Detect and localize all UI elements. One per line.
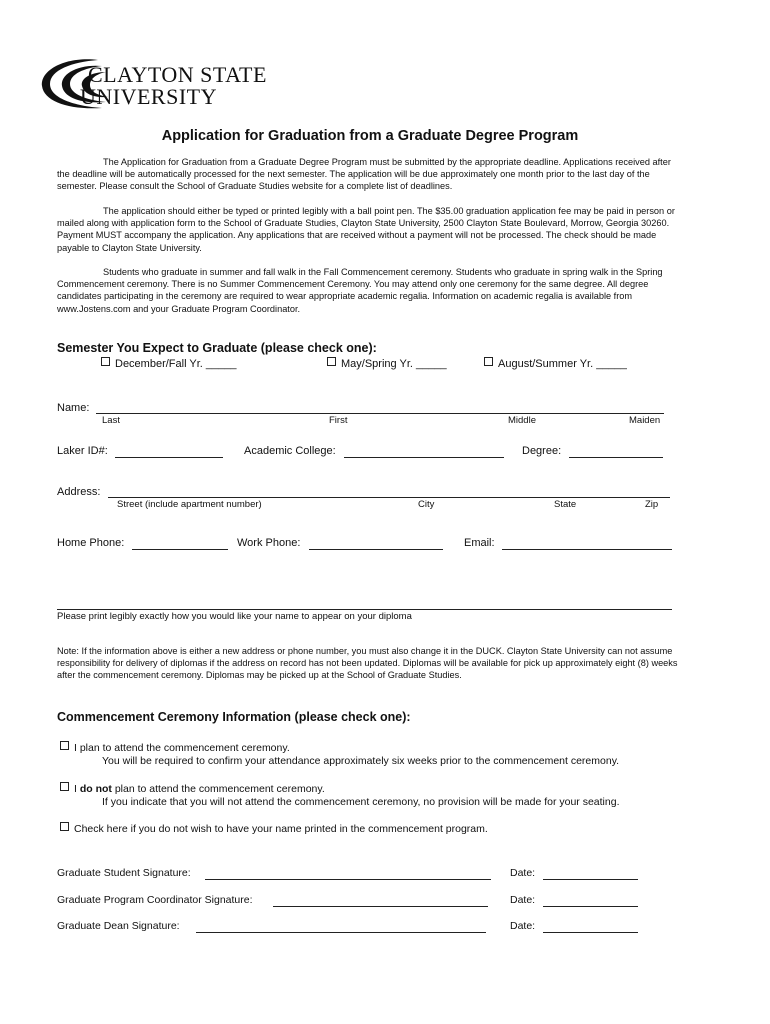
- name-last-caption: Last: [102, 415, 120, 426]
- email-label: Email:: [464, 537, 495, 549]
- diploma-name-caption: Please print legibly exactly how you would like your name to appear on your diploma: [57, 611, 412, 622]
- name-middle-caption: Middle: [508, 415, 536, 426]
- semester-option-spring-label: May/Spring Yr. _____: [341, 358, 447, 370]
- coordinator-date-label: Date:: [510, 894, 536, 906]
- checkbox-icon[interactable]: [484, 357, 493, 366]
- degree-field[interactable]: [569, 457, 663, 458]
- ceremony-option-attend[interactable]: [60, 741, 290, 754]
- logo-text-line2: UNIVERSITY: [80, 84, 217, 109]
- home-phone-field[interactable]: [132, 549, 228, 550]
- coordinator-date-field[interactable]: [543, 906, 638, 907]
- name-maiden-caption: Maiden: [629, 415, 661, 426]
- address-zip-caption: Zip: [645, 499, 659, 510]
- email-field[interactable]: [502, 549, 672, 550]
- semester-option-spring[interactable]: [327, 357, 447, 370]
- checkbox-icon[interactable]: [60, 741, 69, 750]
- semester-option-summer[interactable]: [484, 357, 627, 370]
- ceremony-option-attend-label: I plan to attend the commencement ceremony.: [74, 742, 290, 754]
- address-field[interactable]: [108, 497, 670, 498]
- intro-paragraph-1: [57, 156, 677, 193]
- ceremony-heading: Commencement Ceremony Information (please check one):: [57, 710, 411, 724]
- semester-option-fall-label: December/Fall Yr. _____: [115, 358, 237, 370]
- ceremony-option-attend-note: You will be required to confirm your attendance approximately six weeks prior to the commencement ceremony.: [102, 755, 620, 767]
- degree-label: Degree:: [522, 445, 562, 457]
- student-date-label: Date:: [510, 867, 536, 879]
- ceremony-option-no-print-label: Check here if you do not wish to have your name printed in the commencement program.: [74, 823, 488, 835]
- diploma-name-field[interactable]: [57, 609, 672, 610]
- address-note: Note: If the information above is either a new address or phone number, you must also change it in the DUCK. Clayton State University can not assume responsibility for delivery of diplomas if the address on record has not been updated. Diplomas will be available for pick up approximately eight (8) weeks after the commencement ceremony. Diplomas may be picked up at the School of Graduate Studies.: [57, 646, 678, 681]
- student-date-field[interactable]: [543, 879, 638, 880]
- checkbox-icon[interactable]: [327, 357, 336, 366]
- ceremony-option-not-attend-label-bold: do not: [79, 783, 112, 795]
- address-street-caption: Street (include apartment number): [117, 499, 262, 510]
- work-phone-field[interactable]: [309, 549, 443, 550]
- address-label: Address:: [57, 486, 101, 498]
- ceremony-option-no-print[interactable]: [60, 822, 488, 835]
- dean-date-label: Date:: [510, 920, 536, 932]
- student-signature-label: Graduate Student Signature:: [57, 867, 191, 879]
- address-state-caption: State: [554, 499, 577, 510]
- ceremony-option-not-attend-note: If you indicate that you will not attend the commencement ceremony, no provision will be made for your seating.: [102, 796, 620, 808]
- laker-id-label: Laker ID#:: [57, 445, 108, 457]
- name-first-caption: First: [329, 415, 348, 426]
- logo-text-line1: CLAYTON STATE: [88, 62, 267, 87]
- checkbox-icon[interactable]: [60, 782, 69, 791]
- intro-paragraph-1-text: The Application for Graduation from a Graduate Degree Program must be submitted by the appropriate deadline. Applications received after the deadline will be automatically processed for the next semester. The application will be due approximately one month prior to the last day of the semester. Please consult the School of Graduate Studies website for a complete list of deadlines.: [57, 157, 671, 192]
- student-signature-field[interactable]: [205, 879, 491, 880]
- checkbox-icon[interactable]: [60, 822, 69, 831]
- intro-paragraph-3: [57, 266, 677, 315]
- academic-college-label: Academic College:: [244, 445, 336, 457]
- ceremony-option-not-attend-label-pre: I: [74, 783, 80, 795]
- semester-heading: Semester You Expect to Graduate (please check one):: [57, 341, 377, 355]
- intro-paragraph-2-text: The application should either be typed or printed legibly with a ball point pen. The $35.00 graduation application fee may be paid in person or mailed along with application form to the School of Graduate Studies, Clayton State University, 2500 Clayton State Boulevard, Morrow, Georgia 30260. Payment MUST accompany the application. Any applications that are received without a payment will not be processed. The check should be made payable to Clayton State University.: [57, 206, 675, 253]
- dean-signature-field[interactable]: [196, 932, 486, 933]
- dean-date-field[interactable]: [543, 932, 638, 933]
- work-phone-label: Work Phone:: [237, 537, 301, 549]
- home-phone-label: Home Phone:: [57, 537, 125, 549]
- coordinator-signature-field[interactable]: [273, 906, 488, 907]
- dean-signature-label: Graduate Dean Signature:: [57, 920, 180, 932]
- semester-option-summer-label: August/Summer Yr. _____: [498, 358, 627, 370]
- academic-college-field[interactable]: [344, 457, 504, 458]
- address-city-caption: City: [418, 499, 435, 510]
- name-label: Name:: [57, 402, 90, 414]
- intro-paragraph-3-text: Students who graduate in summer and fall walk in the Fall Commencement ceremony. Students who graduate in spring walk in the Spring Commencement ceremony. There is no Summer Commencement Ceremony. You may attend only one ceremony for the same degree. All degree candidates participating in the ceremony are required to wear appropriate academic regalia. Information on academic regalia is available from www.Jostens.com and your Graduate Program Coordinator.: [57, 267, 663, 314]
- ceremony-option-not-attend[interactable]: [60, 782, 325, 795]
- intro-paragraph-2: [57, 205, 677, 254]
- name-field[interactable]: [96, 413, 664, 414]
- page-title: Application for Graduation from a Graduate Degree Program: [161, 128, 579, 144]
- semester-option-fall[interactable]: [101, 357, 236, 370]
- laker-id-field[interactable]: [115, 457, 223, 458]
- coordinator-signature-label: Graduate Program Coordinator Signature:: [57, 894, 253, 906]
- checkbox-icon[interactable]: [101, 357, 110, 366]
- ceremony-option-not-attend-label-post: plan to attend the commencement ceremony.: [111, 783, 325, 795]
